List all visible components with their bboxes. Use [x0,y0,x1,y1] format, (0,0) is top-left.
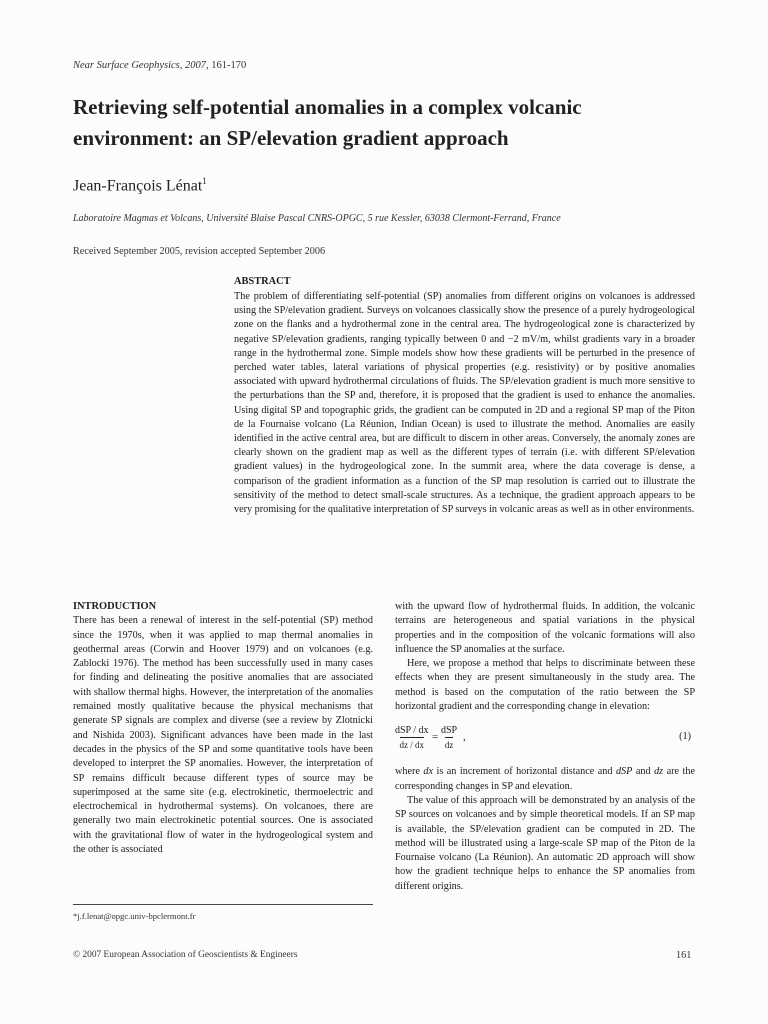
introduction-paragraph-1: There has been a renewal of interest in the self-potential (SP) method since the 1970s, when it was applied to map thermal anomalies in geothermal areas (Corwin and Hoover 1979) and on volcanoes (e.g. Zablocki 1976). The method has been successfully used in many cases for finding and delineating the positive anomalies that are associated with shallow thermal highs. However, the interpretation of the anomalies remained mostly qualitative because the physical mechanisms that generate SP signals are complex and diverse (see a review by Zlotnicki and Nishida 2003). Significant advances have been made in the last decades in the physics of the SP and some quantitative tools have been developed to interpret the SP anomalies. However, the interpretation of SP remains difficult because different types of source may be superimposed at the same site (e.g. electrokinetic, thermoelectric and electrochemical in hydrothermal systems). On volcanoes, there are generally two main electrokinetic potential sources. One is associated with the gravitational flow of water in the hydrogeological system and the other is associated [73,615,373,856]
equation-equals: = [432,731,439,744]
right-column [395,600,695,894]
author-marker: 1 [202,176,207,186]
paper-title: Retrieving self-potential anomalies in a complex volcanic environment: an SP/elevation gradient approach [73,95,582,150]
page-number: 161 [676,950,692,961]
equation-denominator-left: dz / dx [400,737,425,752]
affiliation: Laboratoire Magmas et Volcans, Université Blaise Pascal CNRS-OPGC, 5 rue Kessler, 63038 Clermont-Ferrand, France [73,213,561,224]
introduction-paragraph-4: The value of this approach will be demonstrated by an analysis of the SP sources on volcanoes and by simple theoretical models. If an SP map is available, the SP/elevation gradient can be computed in 2D. The method will be illustrated using a large-scale SP map of the Piton de la Fournaise volcano (La Réunion). An automatic 2D approach will show how the gradient technique helps to enhance the SP anomalies from different origins. [395,794,695,892]
equation-fraction-right [441,724,457,752]
equation-numerator-left: dSP / dx [395,725,429,737]
abstract-heading: ABSTRACT [234,276,291,287]
introduction-paragraph-2: Here, we propose a method that helps to discriminate between these effects when they are present simultaneously in the study area. The method is based on the computation of the ratio between the SP horizontal gradient and the corresponding change in elevation: [395,658,695,713]
footnote-email: *j.f.lenat@opgc.univ-bpclermont.fr [73,911,196,921]
received-dates: Received September 2005, revision accepted September 2006 [73,246,326,257]
introduction-heading: INTRODUCTION [73,601,157,612]
abstract-text: The problem of differentiating self-potential (SP) anomalies from different origins on volcanoes is addressed using the SP/elevation gradient. Surveys on volcanoes classically show the presence of a purely hydrogeological zone on the flanks and a hydrothermal zone in the central area. The hydrogeological zone is characterized by negative SP/elevation gradients, ranging typically between 0 and −2 mV/m, whilst gradients vary in a broader range in the hydrothermal zone. Simple models show how these gradients will be perturbed in the presence of perched water tables, lateral variations of physical properties (e.g. resistivity) or by positive anomalies associated with upward hydrothermal circulations of fluids. The SP/elevation gradient is much more sensitive to the perturbations than the SP and, therefore, it is proposed that the gradient is used to enhance the anomalies. Using digital SP and topographic grids, the gradient can be computed in 2D and a regional SP map of the Piton de la Fournaise volcano (La Réunion, Indian Ocean) is used to illustrate the method. Anomalies are easily identified in the active central area, but are difficult to discern in other areas. Conversely, the anomaly zones are clearly shown on the gradient map as well as the different types of terrain (i.e. with different SP/elevation gradient values) in the hydrogeological zone. In the summit area, where the data coverage is dense, a comparison of the gradient information as a function of the SP map resolution is carried out to illustrate the sensitivity of the method to detect small-scale structures. As a technique, the gradient approach appears to be very promising for the qualitative interpretation of SP surveys in volcanic areas as well as in other environments. [234,291,695,516]
author [73,176,207,195]
equation-1 [395,724,695,758]
introduction-paragraph-3: where dx is an increment of horizontal distance and dSP and dz are the corresponding changes in SP and elevation. [395,766,696,792]
introduction-paragraph-1-cont: with the upward flow of hydrothermal fluids. In addition, the volcanic terrains are heterogeneous and spatial variations in the physical properties and in the composition of the volcanic formations will also influence the SP anomalies at the surface. [395,601,695,655]
journal-pages: 161-170 [211,60,247,71]
equation-number: (1) [679,731,691,743]
journal-name: Near Surface Geophysics, 2007, [73,60,209,71]
journal-citation [73,60,246,71]
copyright-footer: © 2007 European Association of Geoscientists & Engineers [73,950,298,960]
left-column [73,600,373,857]
author-name: Jean-François Lénat [73,177,203,195]
footnote-divider [73,904,373,905]
equation-comma: , [463,731,466,744]
equation-numerator-right: dSP [441,725,458,737]
equation-denominator-right: dz [445,737,454,752]
equation-fraction-left [395,724,429,752]
